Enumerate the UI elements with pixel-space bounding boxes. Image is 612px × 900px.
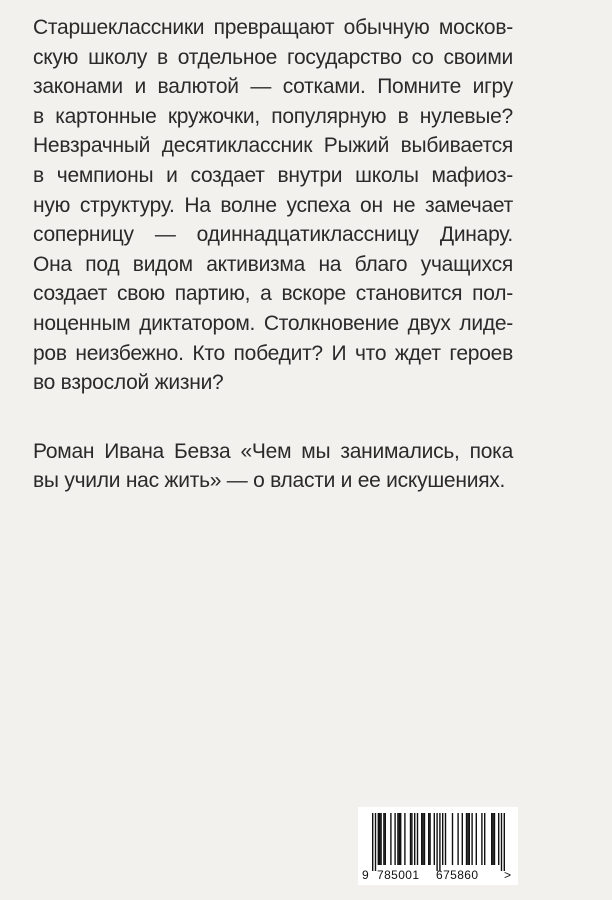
barcode-bar	[383, 813, 384, 865]
description-line: Роман Ивана Бевза «Чем мы занимались, пока	[33, 439, 513, 463]
barcode-bar	[436, 813, 437, 871]
barcode-bar	[399, 813, 400, 865]
barcode-bar	[390, 813, 391, 865]
barcode-bar	[394, 813, 395, 865]
description-paragraph-1	[33, 13, 513, 398]
barcode-bar	[378, 813, 379, 865]
barcode-digit-prefix: 9	[362, 868, 369, 882]
barcode-bar	[462, 813, 463, 865]
barcode-bar	[414, 813, 415, 865]
barcode-bar	[466, 813, 467, 865]
barcode-graphic	[358, 807, 518, 885]
isbn-barcode	[358, 807, 518, 885]
barcode-bar	[484, 813, 485, 865]
barcode-bar	[469, 813, 470, 865]
description-line: Старшеклассники превращают обычную москов-	[33, 16, 513, 39]
description-line: во взрослой жизни?	[33, 371, 224, 395]
barcode-digits-group-2: 675860	[436, 868, 479, 882]
barcode-bar	[385, 813, 386, 865]
barcode-bar	[491, 813, 492, 865]
barcode-bar	[481, 813, 482, 865]
barcode-bar	[492, 813, 493, 865]
barcode-bar	[411, 813, 412, 865]
barcode-bar	[404, 813, 405, 865]
barcode-bar	[457, 813, 458, 865]
barcode-bar	[379, 813, 380, 865]
barcode-digits-group-1: 785001	[377, 868, 420, 882]
barcode-bar	[428, 813, 429, 865]
description-line: ную структуру. На волне успеха он не замечает	[33, 193, 513, 217]
barcode-bar	[504, 813, 505, 871]
barcode-bar	[424, 813, 425, 865]
description-paragraph-2	[33, 437, 513, 496]
barcode-bar	[380, 813, 381, 865]
description-line: соперницу — одиннадцатиклассницу Динару.	[33, 223, 513, 247]
description-line: Невзрачный десятиклассник Рыжий выбивается	[33, 134, 513, 158]
barcode-bar	[501, 813, 502, 871]
barcode-bar	[429, 813, 430, 865]
barcode-bar	[372, 813, 373, 871]
barcode-bar	[410, 813, 411, 865]
barcode-bar	[467, 813, 468, 865]
barcode-bar	[494, 813, 495, 865]
description-line: вы учили нас жить» — о власти и ее искушениях.	[33, 469, 506, 493]
barcode-bar	[375, 813, 376, 871]
barcode-bar	[471, 813, 472, 865]
barcode-bar	[417, 813, 418, 865]
barcode-bar	[439, 813, 440, 871]
description-line: скую школу в отдельное государство со своими	[33, 45, 513, 69]
barcode-quiet-zone-marker: >	[504, 868, 512, 882]
description-line: ров неизбежно. Кто победит? И что ждет героев	[33, 341, 513, 365]
barcode-bar	[452, 813, 453, 865]
barcode-bar	[421, 813, 422, 865]
description-line: ноценным диктатором. Столкновение двух лиде-	[33, 311, 513, 335]
barcode-bar	[442, 813, 443, 865]
description-line: в картонные кружочки, популярную в нулевые?	[33, 104, 513, 128]
barcode-bar	[434, 813, 435, 865]
barcode-bar	[422, 813, 423, 865]
barcode-bar	[476, 813, 477, 865]
barcode-bar	[400, 813, 401, 865]
description-line: законами и валютой — сотками. Помните игру	[33, 75, 513, 99]
description-line: Она под видом активизма на благо учащихся	[33, 252, 513, 276]
description-line: в чемпионы и создает внутри школы мафиоз-	[33, 163, 513, 187]
barcode-bar	[498, 813, 499, 865]
description-line: создает свою партию, а вскоре становится пол-	[33, 282, 513, 306]
barcode-bar	[445, 813, 446, 865]
barcode-bar	[397, 813, 398, 865]
book-description	[33, 13, 513, 496]
